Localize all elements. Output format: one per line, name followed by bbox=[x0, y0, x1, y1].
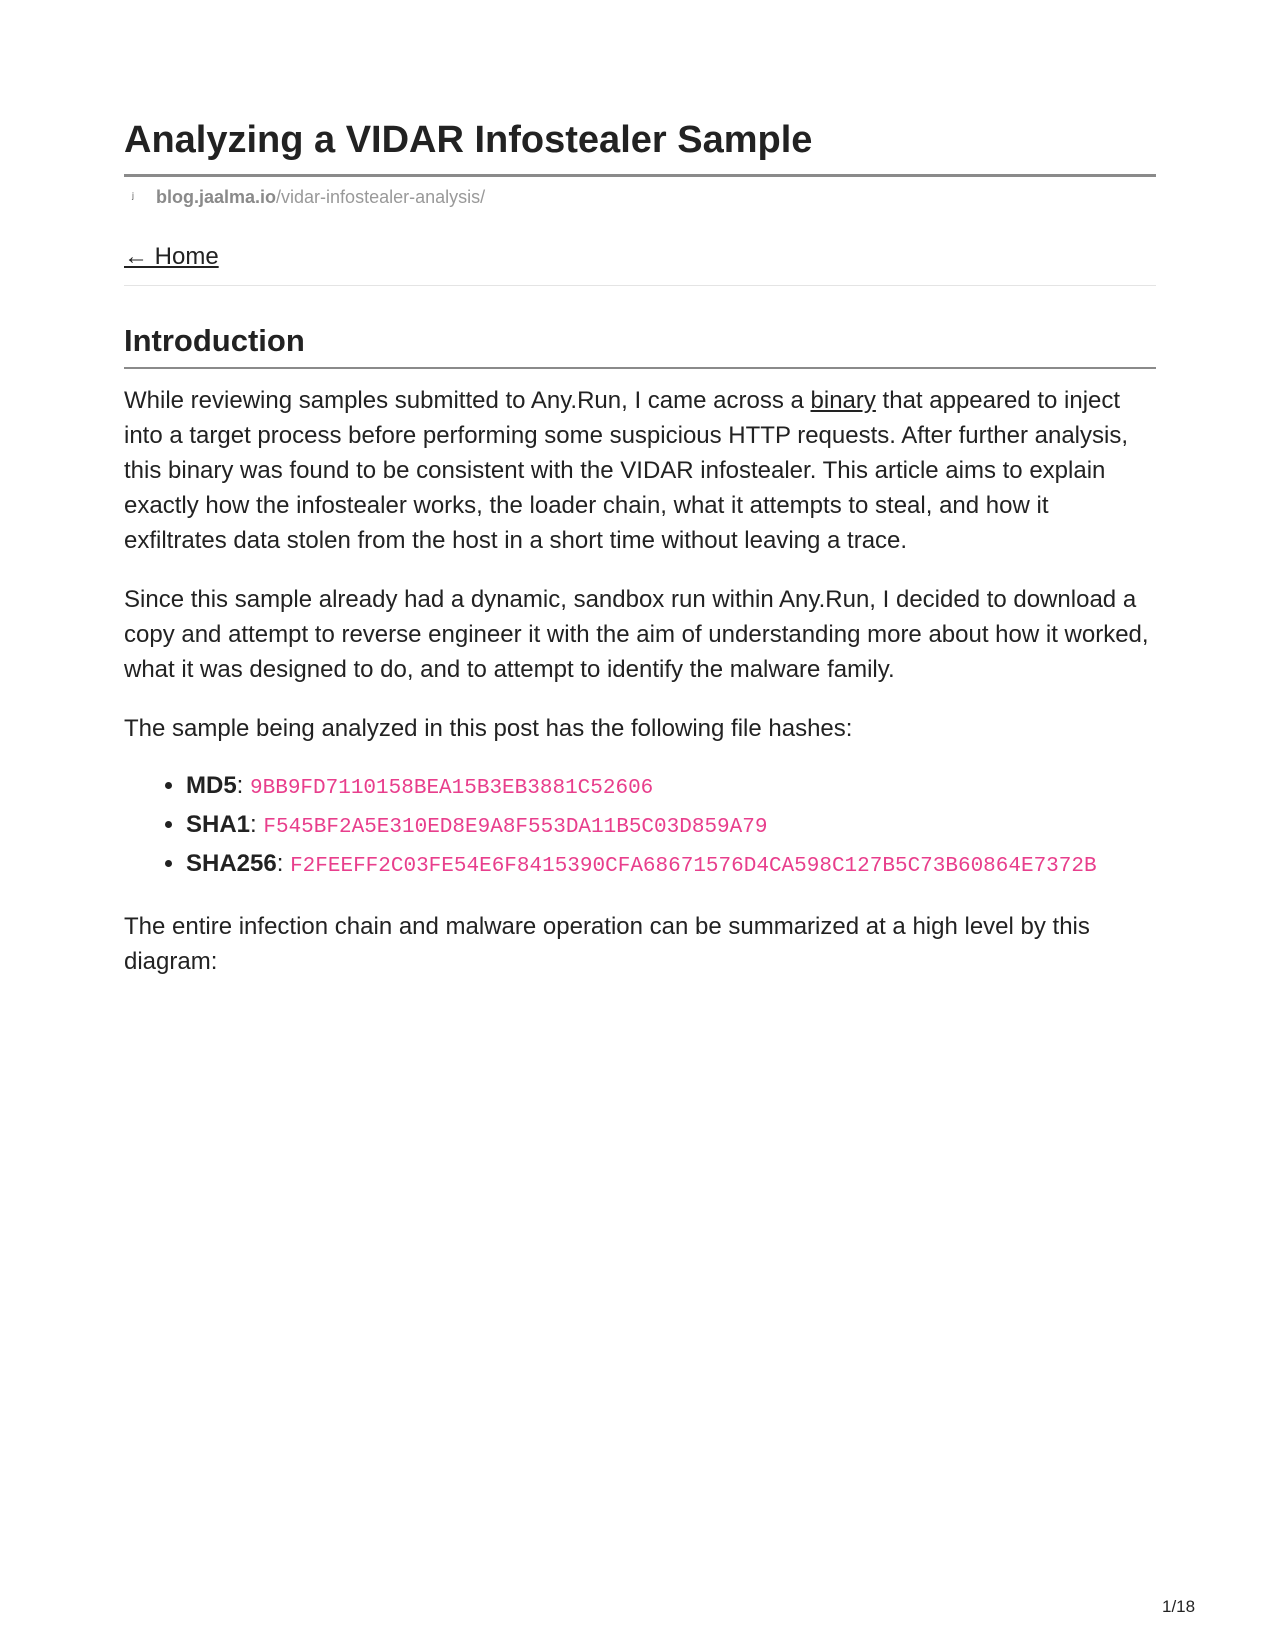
paragraph-sandbox: Since this sample already had a dynamic, sandbox run within Any.Run, I decided to download a copy and attempt to reverse engineer it with the aim of understanding more about how it worked, what it was designed to do, and to attempt to identify the malware family. bbox=[124, 585, 1149, 683]
paragraph-text: that appeared to inject into a target process before performing some suspicious HTTP requests. After further analysis, this binary was found to be consistent with the VIDAR infostealer. This article aims to explain exactly how the infostealer works, the loader chain, what it attempts to steal, and how it exfiltrates data stolen from the host in a short time without leaving a trace. bbox=[124, 386, 1129, 554]
home-link[interactable]: ← Home bbox=[124, 242, 219, 270]
binary-link[interactable]: binary bbox=[810, 386, 876, 414]
page-title: Analyzing a VIDAR Infostealer Sample bbox=[124, 118, 1156, 177]
hash-label: SHA256 bbox=[186, 849, 277, 877]
hash-item-md5: • MD5: 9BB9FD7110158BEA15B3EB3881C52606 bbox=[186, 768, 1156, 807]
home-nav bbox=[124, 243, 1156, 286]
hash-value: 9BB9FD7110158BEA15B3EB3881C52606 bbox=[250, 776, 654, 800]
hash-item-sha256: • SHA256: F2FEEFF2C03FE54E6F8415390CFA68671576D4CA598C127B5C73B60864E7372B bbox=[186, 846, 1156, 885]
article bbox=[124, 118, 1156, 979]
hash-list bbox=[124, 768, 1156, 885]
hash-value: F2FEEFF2C03FE54E6F8415390CFA68671576D4CA598C127B5C73B60864E7372B bbox=[290, 854, 1097, 878]
hash-label: MD5 bbox=[186, 771, 237, 799]
link-icon: ʲ bbox=[132, 190, 134, 205]
hash-value: F545BF2A5E310ED8E9A8F553DA11B5C03D859A79 bbox=[263, 815, 768, 839]
hash-label: SHA1 bbox=[186, 810, 251, 838]
paragraph-diagram-intro: The entire infection chain and malware operation can be summarized at a high level by this diagram: bbox=[124, 912, 1090, 975]
page-number: 1/18 bbox=[1162, 1597, 1196, 1616]
source-path: /vidar-infostealer-analysis/ bbox=[276, 186, 486, 207]
paragraph-text: While reviewing samples submitted to Any.Run, I came across a bbox=[124, 386, 811, 414]
paragraph-intro bbox=[124, 383, 1156, 558]
section-heading-introduction: Introduction bbox=[124, 322, 1156, 369]
source-url[interactable] bbox=[132, 187, 1156, 208]
hash-item-sha1: • SHA1: F545BF2A5E310ED8E9A8F553DA11B5C03D859A79 bbox=[186, 807, 1156, 846]
paragraph-hashes-intro: The sample being analyzed in this post has the following file hashes: bbox=[124, 714, 853, 742]
source-domain: blog.jaalma.io bbox=[156, 186, 277, 207]
